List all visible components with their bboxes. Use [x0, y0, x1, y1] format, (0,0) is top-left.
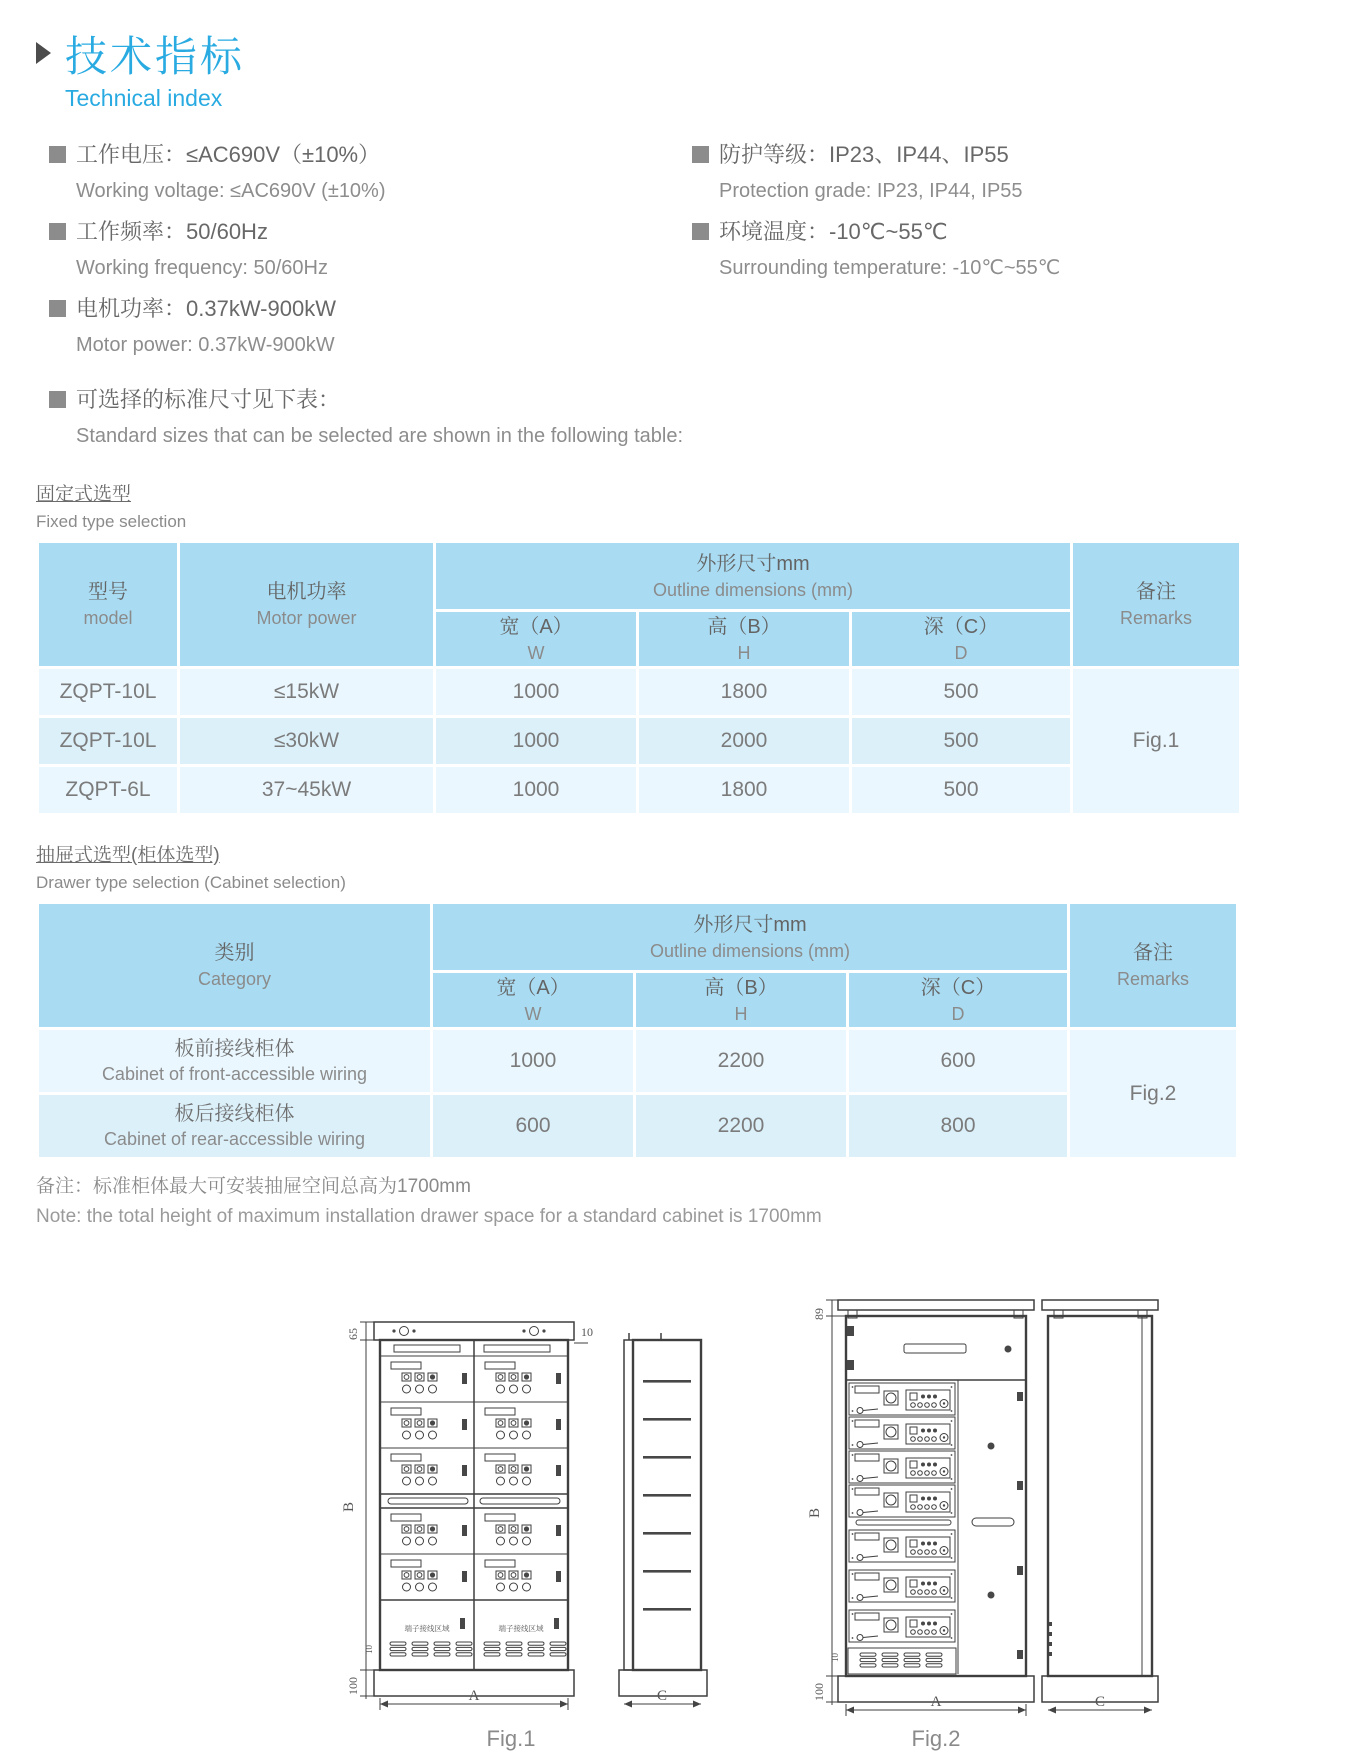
bullet-square-icon — [49, 391, 66, 408]
col-header-outline-dimensions: 外形尺寸mm Outline dimensions (mm) — [433, 904, 1067, 970]
col-header-motor-power: 电机功率 Motor power — [180, 543, 433, 666]
note-cn-text: 备注：标准柜体最大可安装抽屉空间总高为1700mm — [36, 1176, 471, 1197]
fig2-drawing — [807, 1300, 1158, 1751]
spec-working-voltage — [49, 136, 656, 210]
section-fixed-type — [36, 479, 1321, 532]
spec-en-text: Working frequency: 50/60Hz — [76, 257, 328, 279]
fig2-side-view — [1042, 1300, 1158, 1710]
category-cell: 板前接线柜体 Cabinet of front-accessible wiring — [39, 1030, 430, 1092]
table-row: 板后接线柜体 Cabinet of rear-accessible wiring 600 2200 800 — [39, 1095, 1236, 1157]
fig1-drawing — [341, 1322, 707, 1751]
table-row: 板前接线柜体 Cabinet of front-accessible wiring 1000 2200 600 Fig.2 — [39, 1030, 1236, 1092]
fig1-side-view — [619, 1333, 707, 1704]
dim-label-89: 89 — [812, 1308, 826, 1320]
section-arrow-icon — [36, 42, 51, 64]
spec-en-text: Motor power: 0.37kW-900kW — [76, 334, 335, 356]
col-header-height: 高（B） H — [636, 973, 846, 1027]
note-en-text: Note: the total height of maximum installation drawer space for a standard cabinet is 1700mm — [36, 1206, 822, 1227]
table-row: ZQPT-10L ≤15kW 1000 1800 500 Fig.1 — [39, 669, 1239, 715]
col-header-width: 宽（A） W — [436, 612, 636, 666]
spec-protection-grade — [692, 136, 1321, 210]
spec-en-text: Surrounding temperature: -10℃~55℃ — [719, 257, 1061, 279]
section-title-cn: 固定式选型 — [36, 484, 132, 505]
dim-label-A: A — [468, 1688, 480, 1704]
table-note — [36, 1172, 1321, 1232]
figures-row — [336, 1250, 1321, 1760]
bullet-square-icon — [692, 146, 709, 163]
spec-working-frequency — [49, 213, 656, 287]
col-header-depth: 深（C） D — [852, 612, 1070, 666]
page-title-cn: 技术指标 — [65, 33, 246, 80]
dim-label-A: A — [930, 1694, 942, 1710]
spec-en-text: Protection grade: IP23, IP44, IP55 — [719, 180, 1023, 202]
fig1-front-view — [374, 1322, 574, 1696]
spec-list — [36, 136, 1321, 367]
col-header-category: 类别 Category — [39, 904, 430, 1027]
dim-label-10-small: 10 — [364, 1645, 374, 1654]
spec-column-right — [656, 136, 1321, 367]
spec-cn-text: 环境温度：-10℃~55℃ — [719, 219, 948, 244]
spec-cn-text: 防护等级：IP23、IP44、IP55 — [719, 142, 1009, 167]
bullet-square-icon — [49, 146, 66, 163]
col-header-outline-dimensions: 外形尺寸mm Outline dimensions (mm) — [436, 543, 1070, 609]
dim-label-100: 100 — [346, 1677, 360, 1695]
table-row: ZQPT-10L ≤30kW 1000 2000 500 — [39, 718, 1239, 764]
fixed-type-table — [36, 540, 1242, 816]
spec-cn-text: 工作电压：≤AC690V（±10%） — [76, 142, 381, 167]
table-row: ZQPT-6L 37~45kW 1000 1800 500 — [39, 767, 1239, 813]
dim-label-B: B — [341, 1501, 357, 1512]
spec-en-text: Working voltage: ≤AC690V (±10%) — [76, 180, 386, 202]
terminal-area-label: 端子接线区域 — [498, 1624, 544, 1633]
dim-label-B: B — [807, 1507, 823, 1518]
bullet-square-icon — [49, 300, 66, 317]
spec-cn-text: 工作频率：50/60Hz — [76, 219, 268, 244]
spec-cn-text: 电机功率：0.37kW-900kW — [76, 296, 336, 321]
section-title-en: Fixed type selection — [36, 512, 187, 531]
col-header-depth: 深（C） D — [849, 973, 1067, 1027]
page-header — [36, 0, 1321, 112]
dim-label-C: C — [1094, 1694, 1106, 1710]
col-header-width: 宽（A） W — [433, 973, 633, 1027]
remark-cell: Fig.1 — [1073, 669, 1239, 813]
section-title-en: Drawer type selection (Cabinet selection) — [36, 873, 346, 892]
fig1-caption: Fig.1 — [486, 1726, 536, 1751]
bullet-square-icon — [49, 223, 66, 240]
dim-label-C: C — [656, 1688, 668, 1704]
bullet-square-icon — [692, 223, 709, 240]
fig2-front-view — [838, 1300, 1034, 1702]
fig2-caption: Fig.2 — [911, 1726, 961, 1751]
page-title-block — [65, 34, 245, 112]
drawer-type-table — [36, 901, 1239, 1160]
spec-table-intro — [36, 381, 1321, 455]
dim-label-10-top: 10 — [581, 1325, 593, 1339]
terminal-area-label: 端子接线区域 — [404, 1624, 450, 1633]
section-title-cn: 抽屉式选型(柜体选型) — [36, 845, 220, 866]
fig2-dimensions — [807, 1300, 1026, 1716]
remark-cell: Fig.2 — [1070, 1030, 1236, 1157]
spec-column-left — [36, 136, 656, 367]
dim-label-10-small: 10 — [830, 1653, 840, 1662]
intro-cn-text: 可选择的标准尺寸见下表： — [76, 387, 341, 412]
intro-en-text: Standard sizes that can be selected are shown in the following table: — [76, 425, 684, 447]
col-header-remarks: 备注 Remarks — [1073, 543, 1239, 666]
spec-motor-power — [49, 290, 656, 364]
dim-label-65: 65 — [346, 1328, 360, 1340]
col-header-remarks: 备注 Remarks — [1070, 904, 1236, 1027]
col-header-height: 高（B） H — [639, 612, 849, 666]
page-title-en: Technical index — [65, 85, 223, 111]
spec-surrounding-temperature — [692, 213, 1321, 287]
cabinet-drawings — [336, 1250, 1166, 1755]
dim-label-100: 100 — [812, 1683, 826, 1701]
section-drawer-type — [36, 840, 1321, 893]
category-cell: 板后接线柜体 Cabinet of rear-accessible wiring — [39, 1095, 430, 1157]
col-header-model: 型号 model — [39, 543, 177, 666]
